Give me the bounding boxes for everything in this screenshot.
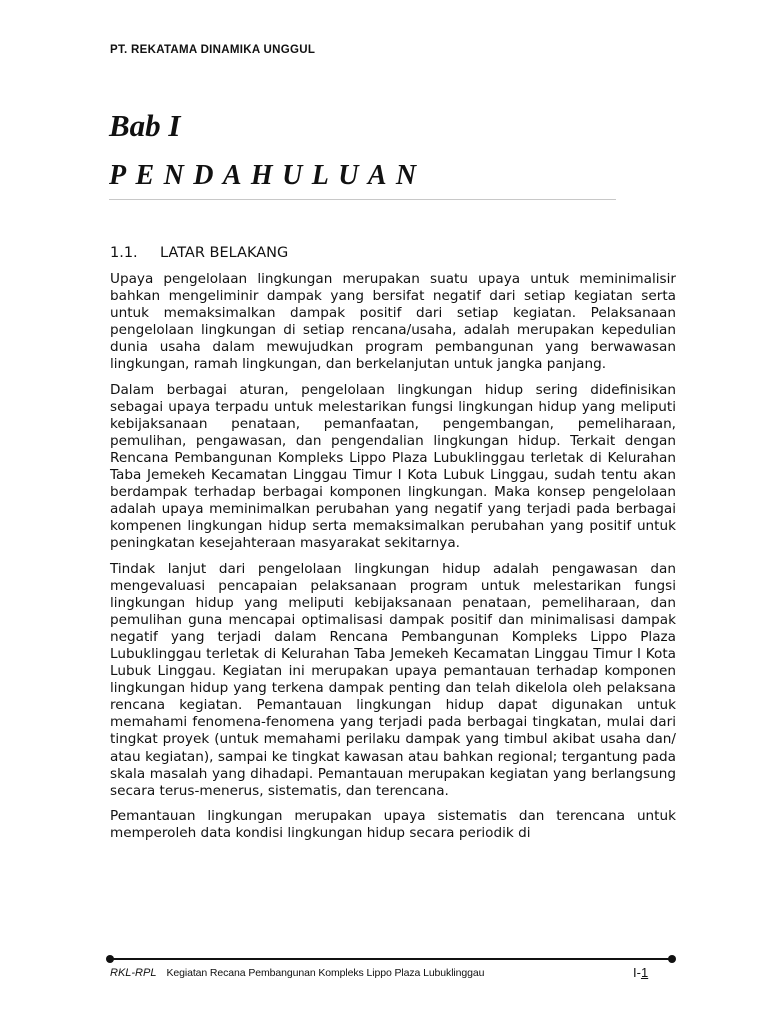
- paragraph: Pemantauan lingkungan merupakan upaya sistematis dan terencana untuk memperoleh data kondisi lingkungan hidup secara periodik di: [110, 807, 676, 841]
- chapter-number: Bab I: [109, 108, 181, 143]
- footer-line-end-dot: [668, 955, 676, 963]
- page-number-value: 1: [640, 965, 649, 980]
- section-number: 1.1.: [110, 245, 138, 261]
- footer-divider: [110, 958, 673, 960]
- paragraph: Dalam berbagai aturan, pengelolaan lingkungan hidup sering didefinisikan sebagai upaya terpadu untuk melestarikan fungsi lingkungan hidup yang meliputi kebijaksanaan penataan, pemanfaatan, pengembangan, pemeliharaan, pemulihan, pengawasan, dan pengendalian lingkungan hidup. Terkait dengan Rencana Pembangunan Kompleks Lippo Plaza Lubuklinggau terletak di Kelurahan Taba Jemekeh Kecamatan Linggau Timur I Kota Lubuk Linggau, sudah tentu akan berdampak terhadap berbagai komponen lingkungan. Maka konsep pengelolaan adalah upaya meminimalkan perubahan yang negatif yang terjadi pada berbagai kompenen lingkungan hidup serta memaksimalkan perubahan yang positif untuk peningkatan kesejahteraan masyarakat sekitarnya.: [110, 381, 676, 552]
- page-number: [633, 965, 648, 980]
- company-header: PT. REKATAMA DINAMIKA UNGGUL: [110, 44, 316, 56]
- paragraph: Upaya pengelolaan lingkungan merupakan suatu upaya untuk meminimalisir bahkan mengeliminir dampak yang bersifat negatif dari setiap kegiatan serta untuk memaksimalkan dampak positif dari setiap kegiatan. Pelaksanaan pengelolaan lingkungan di setiap rencana/usaha, adalah merupakan kepedulian dunia usaha dalam mewujudkan program pembangunan yang berwawasan lingkungan, ramah lingkungan, dan berkelanjutan untuk jangka panjang.: [110, 271, 676, 373]
- page-number-prefix: I-: [633, 965, 641, 980]
- title-divider: [109, 199, 616, 200]
- footer-doc-code: RKL-RPL: [110, 967, 157, 979]
- footer-document-info: [110, 967, 484, 979]
- paragraph: Tindak lanjut dari pengelolaan lingkungan hidup adalah pengawasan dan mengevaluasi pencapaian pelaksanaan program untuk melestarikan fungsi lingkungan hidup yang meliputi kebijaksanaan penataan, pemeliharaan, dan pemulihan guna mencapai optimalisasi dampak positif dan minimalisasi dampak negatif yang terjadi dalam Rencana Pembangunan Kompleks Lippo Plaza Lubuklinggau terletak di Kelurahan Taba Jemekeh Kecamatan Linggau Timur I Kota Lubuk Linggau. Kegiatan ini merupakan upaya pemantauan terhadap komponen lingkungan hidup yang terkena dampak penting dan telah dikelola oleh pelaksana rencana kegiatan. Pemantauan lingkungan hidup dapat digunakan untuk memahami fenomena-fenomena yang terjadi pada berbagai tingkatan, mulai dari tingkat proyek (untuk memahami perilaku dampak yang timbul akibat usaha dan/ atau kegiatan), sampai ke tingkat kawasan atau bahkan regional; tergantung pada skala masalah yang dihadapi. Pemantauan merupakan kegiatan yang berlangsung secara terus-menerus, sistematis, dan terencana.: [110, 560, 676, 799]
- footer-doc-description: Kegiatan Recana Pembangunan Kompleks Lippo Plaza Lubuklinggau: [166, 967, 485, 979]
- section-heading: [110, 245, 288, 261]
- body-text: [110, 271, 676, 850]
- section-title: LATAR BELAKANG: [160, 245, 289, 261]
- chapter-title: PENDAHULUAN: [109, 160, 426, 191]
